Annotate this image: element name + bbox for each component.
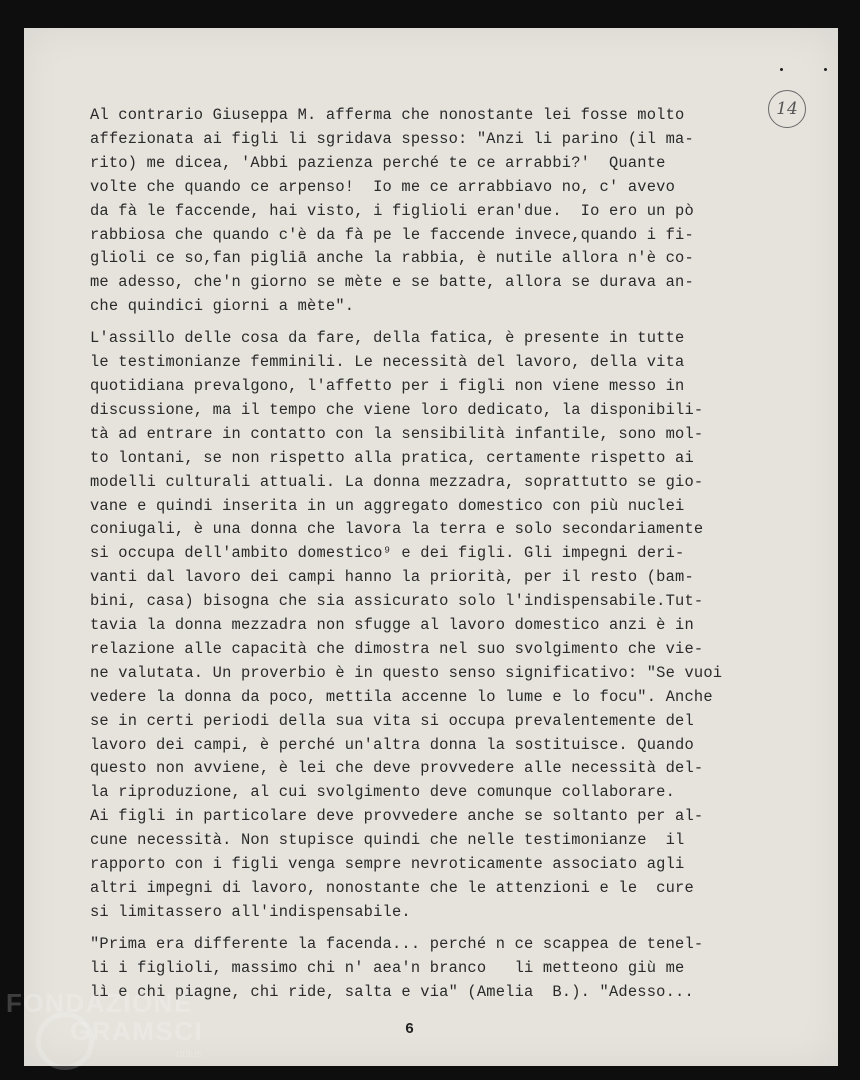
text-line: L'assillo delle cosa da fare, della fatica, è presente in tutte	[90, 329, 685, 348]
text-line: li i figlioli, massimo chi n' aea'n branco li metteono giù me	[90, 958, 685, 977]
text-line: "Prima era differente la facenda... perché n ce scappea de tenel-	[90, 934, 704, 953]
paragraph	[90, 327, 730, 925]
text-line: si occupa dell'ambito domestico⁹ e dei figli. Gli impegni deri-	[90, 544, 685, 563]
text-line: me adesso, che'n giorno se mète e se batte, allora se durava an-	[90, 273, 694, 292]
text-line: se in certi periodi della sua vita si occupa prevalentemente del	[90, 711, 694, 730]
fondazione-gramsci-watermark: FONDAZIONE GRAMSCI onlus	[6, 986, 256, 1066]
text-line: modelli culturali attuali. La donna mezzadra, soprattutto se gio-	[90, 472, 704, 491]
text-line: quotidiana prevalgono, l'affetto per i figli non viene messo in	[90, 376, 685, 395]
text-line: cune necessità. Non stupisce quindi che nelle testimonianze il	[90, 831, 685, 850]
text-line: coniugali, è una donna che lavora la terra e solo secondariamente	[90, 520, 704, 539]
text-line: tà ad entrare in contatto con la sensibilità infantile, sono mol-	[90, 424, 704, 443]
text-line: questo non avviene, è lei che deve provvedere alle necessità del-	[90, 759, 704, 778]
text-line: da fà le faccende, hai visto, i figlioli eran'due. Io ero un pò	[90, 201, 694, 220]
text-line: lavoro dei campi, è perché un'altra donna la sostituisce. Quando	[90, 735, 694, 754]
handwritten-page-mark: 14	[768, 90, 806, 128]
text-line: vanti dal lavoro dei campi hanno la priorità, per il resto (bam-	[90, 568, 694, 587]
text-line: glioli ce so,fan pigliā anche la rabbia, è nutile allora n'è co-	[90, 249, 694, 268]
text-line: si limitassero all'indispensabile.	[90, 902, 411, 921]
text-line: relazione alle capacità che dimostra nel suo svolgimento che vie-	[90, 639, 704, 658]
text-line: Al contrario Giuseppa M. afferma che nonostante lei fosse molto	[90, 106, 685, 124]
text-line: vane e quindi inserita in un aggregato domestico con più nuclei	[90, 496, 685, 515]
text-line: volte che quando ce arpenso! Io me ce arrabbiavo no, c' avevo	[90, 177, 676, 196]
text-line: le testimonianze femminili. Le necessità del lavoro, della vita	[90, 353, 685, 372]
text-line: bini, casa) bisogna che sia assicurato solo l'indispensabile.Tut-	[90, 592, 704, 611]
page-number: 6	[405, 1021, 415, 1038]
text-line: tavia la donna mezzadra non sfugge al lavoro domestico anzi è in	[90, 616, 694, 635]
text-line: ne valutata. Un proverbio è in questo senso significativo: "Se vuoi	[90, 663, 723, 682]
text-line: Ai figli in particolare deve provvedere anche se soltanto per al-	[90, 807, 704, 826]
text-line: rapporto con i figli venga sempre nevroticamente associato agli	[90, 855, 685, 874]
text-line: vedere la donna da poco, mettila accenne lo lume e lo focu". Anche	[90, 687, 713, 706]
text-line: affezionata ai figli li sgridava spesso: "Anzi li parino (il ma-	[90, 129, 694, 148]
body-text	[90, 104, 730, 1013]
paragraph	[90, 104, 730, 319]
text-line: la riproduzione, al cui svolgimento deve comunque collaborare.	[90, 783, 676, 802]
text-line: lì e chi piagne, chi ride, salta e via" (Amelia B.). "Adesso...	[90, 982, 694, 1001]
text-line: rabbiosa che quando c'è da fà pe le faccende invece,quando i fi-	[90, 225, 694, 244]
paragraph	[90, 933, 730, 1005]
margin-dots	[774, 68, 834, 78]
text-line: to lontani, se non rispetto alla pratica, certamente rispetto ai	[90, 448, 694, 467]
text-line: rito) me dicea, 'Abbi pazienza perché te ce arrabbi?' Quante	[90, 153, 666, 172]
text-line: discussione, ma il tempo che viene loro dedicato, la disponibili-	[90, 400, 704, 419]
text-line: altri impegni di lavoro, nonostante che le attenzioni e le cure	[90, 879, 694, 897]
text-line: che quindici giorni a mète".	[90, 297, 355, 316]
